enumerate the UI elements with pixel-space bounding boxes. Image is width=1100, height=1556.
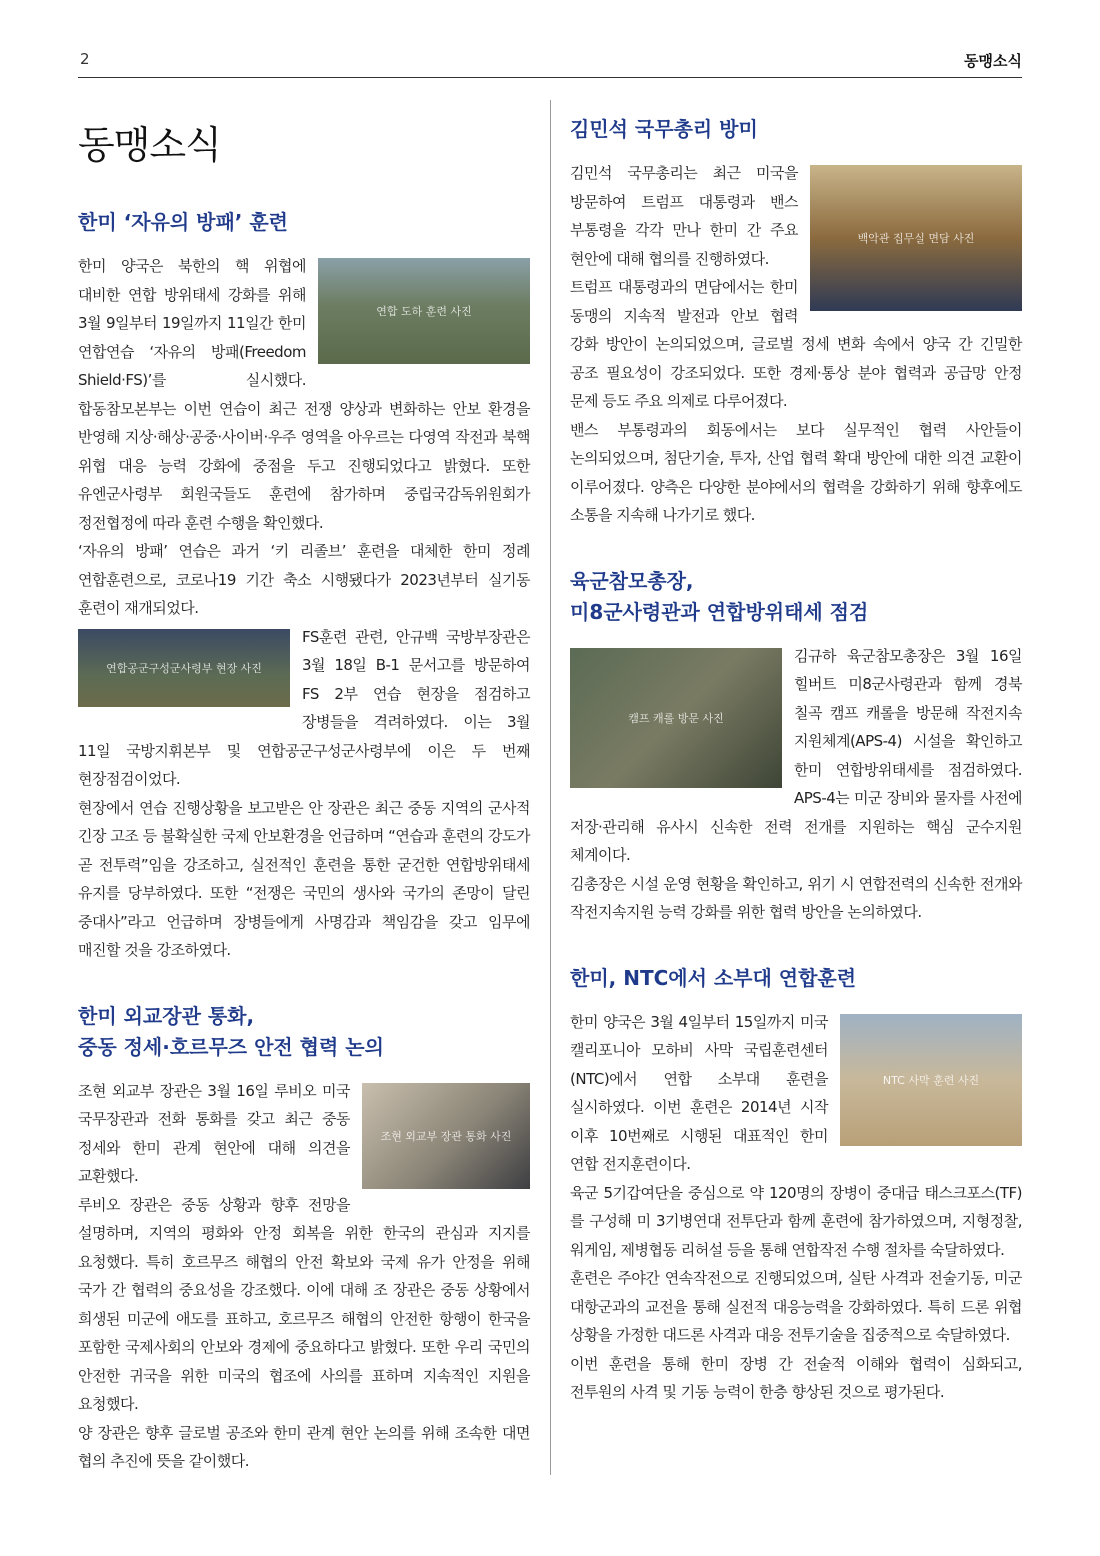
article-paragraph: ‘자유의 방패’ 연습은 과거 ‘키 리졸브’ 훈련을 대체한 한미 정례 연합훈련으로, 코로나19 기간 축소 시행됐다가 2023년부터 실기동 훈련이 재개되었다. <box>78 542 530 617</box>
page-title: 동맹소식 <box>78 123 221 167</box>
article-paragraph: 이번 훈련을 통해 한미 장병 간 전술적 이해와 협력이 심화되고, 전투원의 사격 및 기동 능력이 한층 향상된 것으로 평가된다. <box>570 1354 1022 1401</box>
article-paragraph: 루비오 장관은 중동 상황과 향후 전망을 설명하며, 지역의 평화와 안정 회복을 위한 한국의 관심과 지지를 요청했다. 특히 호르무즈 해협의 안전 확보와 국제 유가 안정을 위해 국가 간 협력의 중요성을 강조했다. 이에 대해 조 장관은 중동 상황에서 희생된 미군에 애도를 표하고, 호르무즈 해협의 안전한 항행이 한국을 포함한 국제사회의 안보와 경제에 중요하다고 밝혔다. 또한 우리 국민의 안전한 귀국을 위한 미국의 협조에 사의를 표하며 지속적인 지원을 요청했다. <box>78 1195 530 1413</box>
ntc-training-photo-caption: NTC 사막 훈련 사진 <box>882 1073 980 1087</box>
drill-photo-caption: 연합 도하 훈련 사진 <box>376 305 472 318</box>
article-title: 김민석 국무총리 방미 <box>570 117 758 141</box>
header-divider <box>78 77 1022 78</box>
article-foreign-ministers-call <box>78 1001 530 1476</box>
header-section-title: 동맹소식 <box>964 52 1022 70</box>
command-room-photo <box>78 629 290 707</box>
ntc-training-photo <box>840 1014 1022 1146</box>
article-army-chief-inspection <box>570 566 1022 927</box>
article-title-line2: 미8군사령관과 연합방위태세 점검 <box>570 599 869 624</box>
right-column <box>570 100 1022 1443</box>
article-paragraph: 양 장관은 향후 글로벌 공조와 한미 관계 현안 논의를 위해 조속한 대면 협의 추진에 뜻을 같이했다. <box>78 1423 530 1470</box>
article-paragraph: 김총장은 시설 운영 현황을 확인하고, 위기 시 연합전력의 신속한 전개와 작전지속지원 능력 강화를 위한 협력 방안을 논의하였다. <box>570 874 1022 921</box>
article-paragraph: 육군 5기갑여단을 중심으로 약 120명의 장병이 중대급 태스크포스(TF)를 구성해 미 3기병연대 전투단과 함께 훈련에 참가하였으며, 지형정찰, 워게임, 제병협동 리허설 등을 통해 연합작전 수행 절차를 숙달하였다. <box>570 1183 1022 1259</box>
drill-photo <box>318 258 530 364</box>
phone-call-photo-caption: 조현 외교부 장관 통화 사진 <box>380 1129 512 1143</box>
article-title-line2: 중동 정세·호르무즈 안전 협력 논의 <box>78 1034 384 1059</box>
oval-office-photo-caption: 백악관 집무실 면담 사진 <box>857 232 975 245</box>
article-pm-visit <box>570 114 1022 530</box>
article-ntc-training <box>570 963 1022 1407</box>
article-title <box>78 1001 530 1063</box>
article-paragraph: 한미 양국은 3월 4일부터 15일까지 미국 캘리포니아 모하비 사막 국립훈련센터(NTC)에서 연합 소부대 훈련을 실시하였다. 이번 훈련은 2014년 시작 이후 10번째로 시행된 대표적인 한미 연합 전지훈련이다. <box>570 1012 828 1173</box>
oval-office-photo <box>810 165 1022 311</box>
article-paragraph: 김규하 육군참모총장은 3월 16일 힐버트 미8군사령관과 함께 경북 칠곡 캠프 캐롤을 방문해 작전지속 지원체계(APS-4) 시설을 확인하고 한미 연합방위태세를 점검하였다. APS-4는 미군 장비와 물자를 사전에 저장·관리해 유사시 신속한 전력 전개를 지원하는 핵심 군수지원 체계이다. <box>570 646 1022 864</box>
command-room-photo-caption: 연합공군구성군사령부 현장 사진 <box>106 661 262 675</box>
article-paragraph: 조현 외교부 장관은 3월 16일 루비오 미국 국무장관과 전화 통화를 갖고 최근 중동 정세와 한미 관계 현안에 대해 의견을 교환했다. <box>78 1081 350 1185</box>
column-divider <box>550 100 551 1475</box>
page-number: 2 <box>80 50 90 68</box>
phone-call-photo <box>362 1083 530 1189</box>
article-paragraph: 현장에서 연습 진행상황을 보고받은 안 장관은 최근 중동 지역의 군사적 긴장 고조 등 불확실한 국제 안보환경을 언급하며 “연습과 훈련의 강도가 곧 전투력”임을 강조하고, 실전적인 훈련을 통한 굳건한 연합방위태세 유지를 당부하였다. 또한 “전쟁은 국민의 생사와 국가의 존망이 달린 중대사”라고 언급하며 장병들에게 사명감과 책임감을 갖고 임무에 매진할 것을 강조하였다. <box>78 798 530 959</box>
article-paragraph: 한미 양국은 북한의 핵 위협에 대비한 연합 방위태세 강화를 위해 3월 9일부터 19일까지 11일간 한미 연합연습 ‘자유의 방패(Freedom Shield·FS)’를 실시했다. 합동참모본부는 이번 연습이 최근 전쟁 양상과 변화하는 안보 환경을 반영해 지상·해상·공중·사이버·우주 영역을 아우르는 다영역 작전과 북핵 위협 대응 능력 강화에 중점을 두고 진행되었다고 밝혔다. 또한 유엔군사령부 회원국들도 훈련에 참가하며 중립국감독위원회가 정전협정에 따라 훈련 수행을 확인했다. <box>78 257 530 532</box>
article-title: 한미, NTC에서 소부대 연합훈련 <box>570 965 857 990</box>
article-title <box>570 566 1022 628</box>
article-paragraph: 훈련은 주야간 연속작전으로 진행되었으며, 실탄 사격과 전술기동, 미군 대항군과의 교전을 통해 실전적 대응능력을 강화하였다. 특히 드론 위협 상황을 가정한 대드론 사격과 대응 전투기술을 집중적으로 숙달하였다. <box>570 1269 1022 1344</box>
camp-carroll-photo <box>570 648 782 788</box>
article-paragraph: 트럼프 대통령과의 면담에서는 한미 동맹의 지속적 발전과 안보 협력 강화 방안이 논의되었으며, 글로벌 정세 변화 속에서 양국 간 긴밀한 공조 필요성이 강조되었다. 또한 경제·통상 분야 협력과 공급망 안정 문제 등도 주요 의제로 다루어졌다. <box>570 278 1022 410</box>
article-paragraph: 밴스 부통령과의 회동에서는 보다 실무적인 협력 사안들이 논의되었으며, 첨단기술, 투자, 산업 협력 확대 방안에 대한 의견 교환이 이루어졌다. 양측은 다양한 분야에서의 협력을 강화하기 위해 향후에도 소통을 지속해 나가기로 했다. <box>570 420 1022 524</box>
camp-carroll-photo-caption: 캠프 캐롤 방문 사진 <box>628 711 724 725</box>
article-title-line1: 육군참모총장, <box>570 568 694 593</box>
article-paragraph: 김민석 국무총리는 최근 미국을 방문하여 트럼프 대통령과 밴스 부통령을 각각 만나 한미 간 주요 현안에 대해 협의를 진행하였다. <box>570 164 798 268</box>
left-column <box>78 100 530 1512</box>
article-freedom-shield <box>78 207 530 965</box>
article-title-line1: 한미 외교장관 통화, <box>78 1003 255 1028</box>
article-title: 한미 ‘자유의 방패’ 훈련 <box>78 210 288 234</box>
article-paragraph: FS훈련 관련, 안규백 국방부장관은 3월 18일 B-1 문서고를 방문하여 FS 2부 연습 현장을 점검하고 장병들을 격려하였다. 이는 3월 11일 국방지휘본부 및 연합공군구성군사령부에 이은 두 번째 현장점검이었다. <box>78 627 530 788</box>
